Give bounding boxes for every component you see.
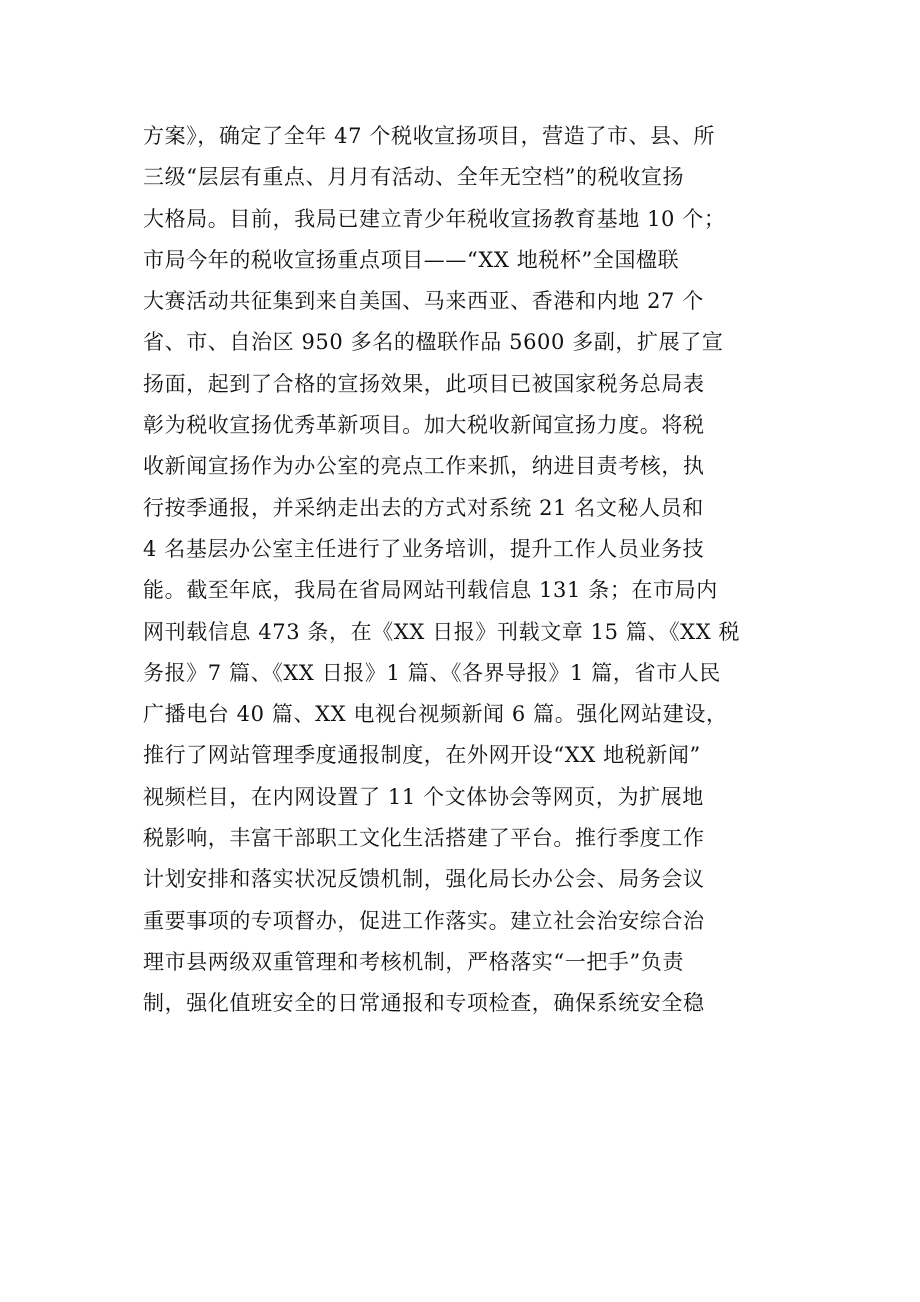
text-line: 推行了网站管理季度通报制度，在外网开设“XX 地税新闻” <box>143 743 701 768</box>
text-line: 三级“层层有重点、月月有活动、全年无空档”的税收宣扬 <box>143 165 685 190</box>
text-line: 务报》7 篇、《XX 日报》1 篇、《各界导报》1 篇，省市人民 <box>143 660 721 685</box>
text-line: 网刊载信息 473 条，在《XX 日报》刊载文章 15 篇、《XX 税 <box>143 619 741 644</box>
text-line: 收新闻宣扬作为办公室的亮点工作来抓，纳进目责考核，执 <box>143 454 705 479</box>
text-line: 行按季通报，并采纳走出去的方式对系统 21 名文秘人员和 <box>143 495 704 520</box>
text-line: 省、市、自治区 950 多名的楹联作品 5600 多副，扩展了宣 <box>143 330 724 355</box>
text-line: 大格局。目前，我局已建立青少年税收宣扬教育基地 10 个； <box>143 206 726 231</box>
text-line: 计划安排和落实状况反馈机制，强化局长办公会、局务会议 <box>143 867 705 892</box>
text-line: 能。截至年底，我局在省局网站刊载信息 131 条；在市局内 <box>143 578 718 603</box>
text-line: 广播电台 40 篇、XX 电视台视频新闻 6 篇。强化网站建设， <box>143 702 728 727</box>
text-line: 彰为税收宣扬优秀革新项目。加大税收新闻宣扬力度。将税 <box>143 413 705 438</box>
text-line: 重要事项的专项督办，促进工作落实。建立社会治安综合治 <box>143 908 705 933</box>
body-paragraph <box>143 116 783 1025</box>
text-line: 扬面，起到了合格的宣扬效果，此项目已被国家税务总局表 <box>143 371 705 396</box>
text-line: 市局今年的税收宣扬重点项目——“XX 地税杯”全国楹联 <box>143 247 680 272</box>
text-line: 大赛活动共征集到来自美国、马来西亚、香港和内地 27 个 <box>143 289 704 314</box>
text-line: 方案》，确定了全年 47 个税收宣扬项目，营造了市、县、所 <box>143 124 715 148</box>
text-line: 4 名基层办公室主任进行了业务培训，提升工作人员业务技 <box>143 536 705 561</box>
text-line: 理市县两级双重管理和考核机制，严格落实“一把手”负责 <box>143 949 685 974</box>
text-line: 税影响，丰富干部职工文化生活搭建了平台。推行季度工作 <box>143 826 705 851</box>
text-line: 视频栏目，在内网设置了 11 个文体协会等网页，为扩展地 <box>143 784 704 809</box>
text-line: 制，强化值班安全的日常通报和专项检查，确保系统安全稳 <box>143 991 705 1016</box>
